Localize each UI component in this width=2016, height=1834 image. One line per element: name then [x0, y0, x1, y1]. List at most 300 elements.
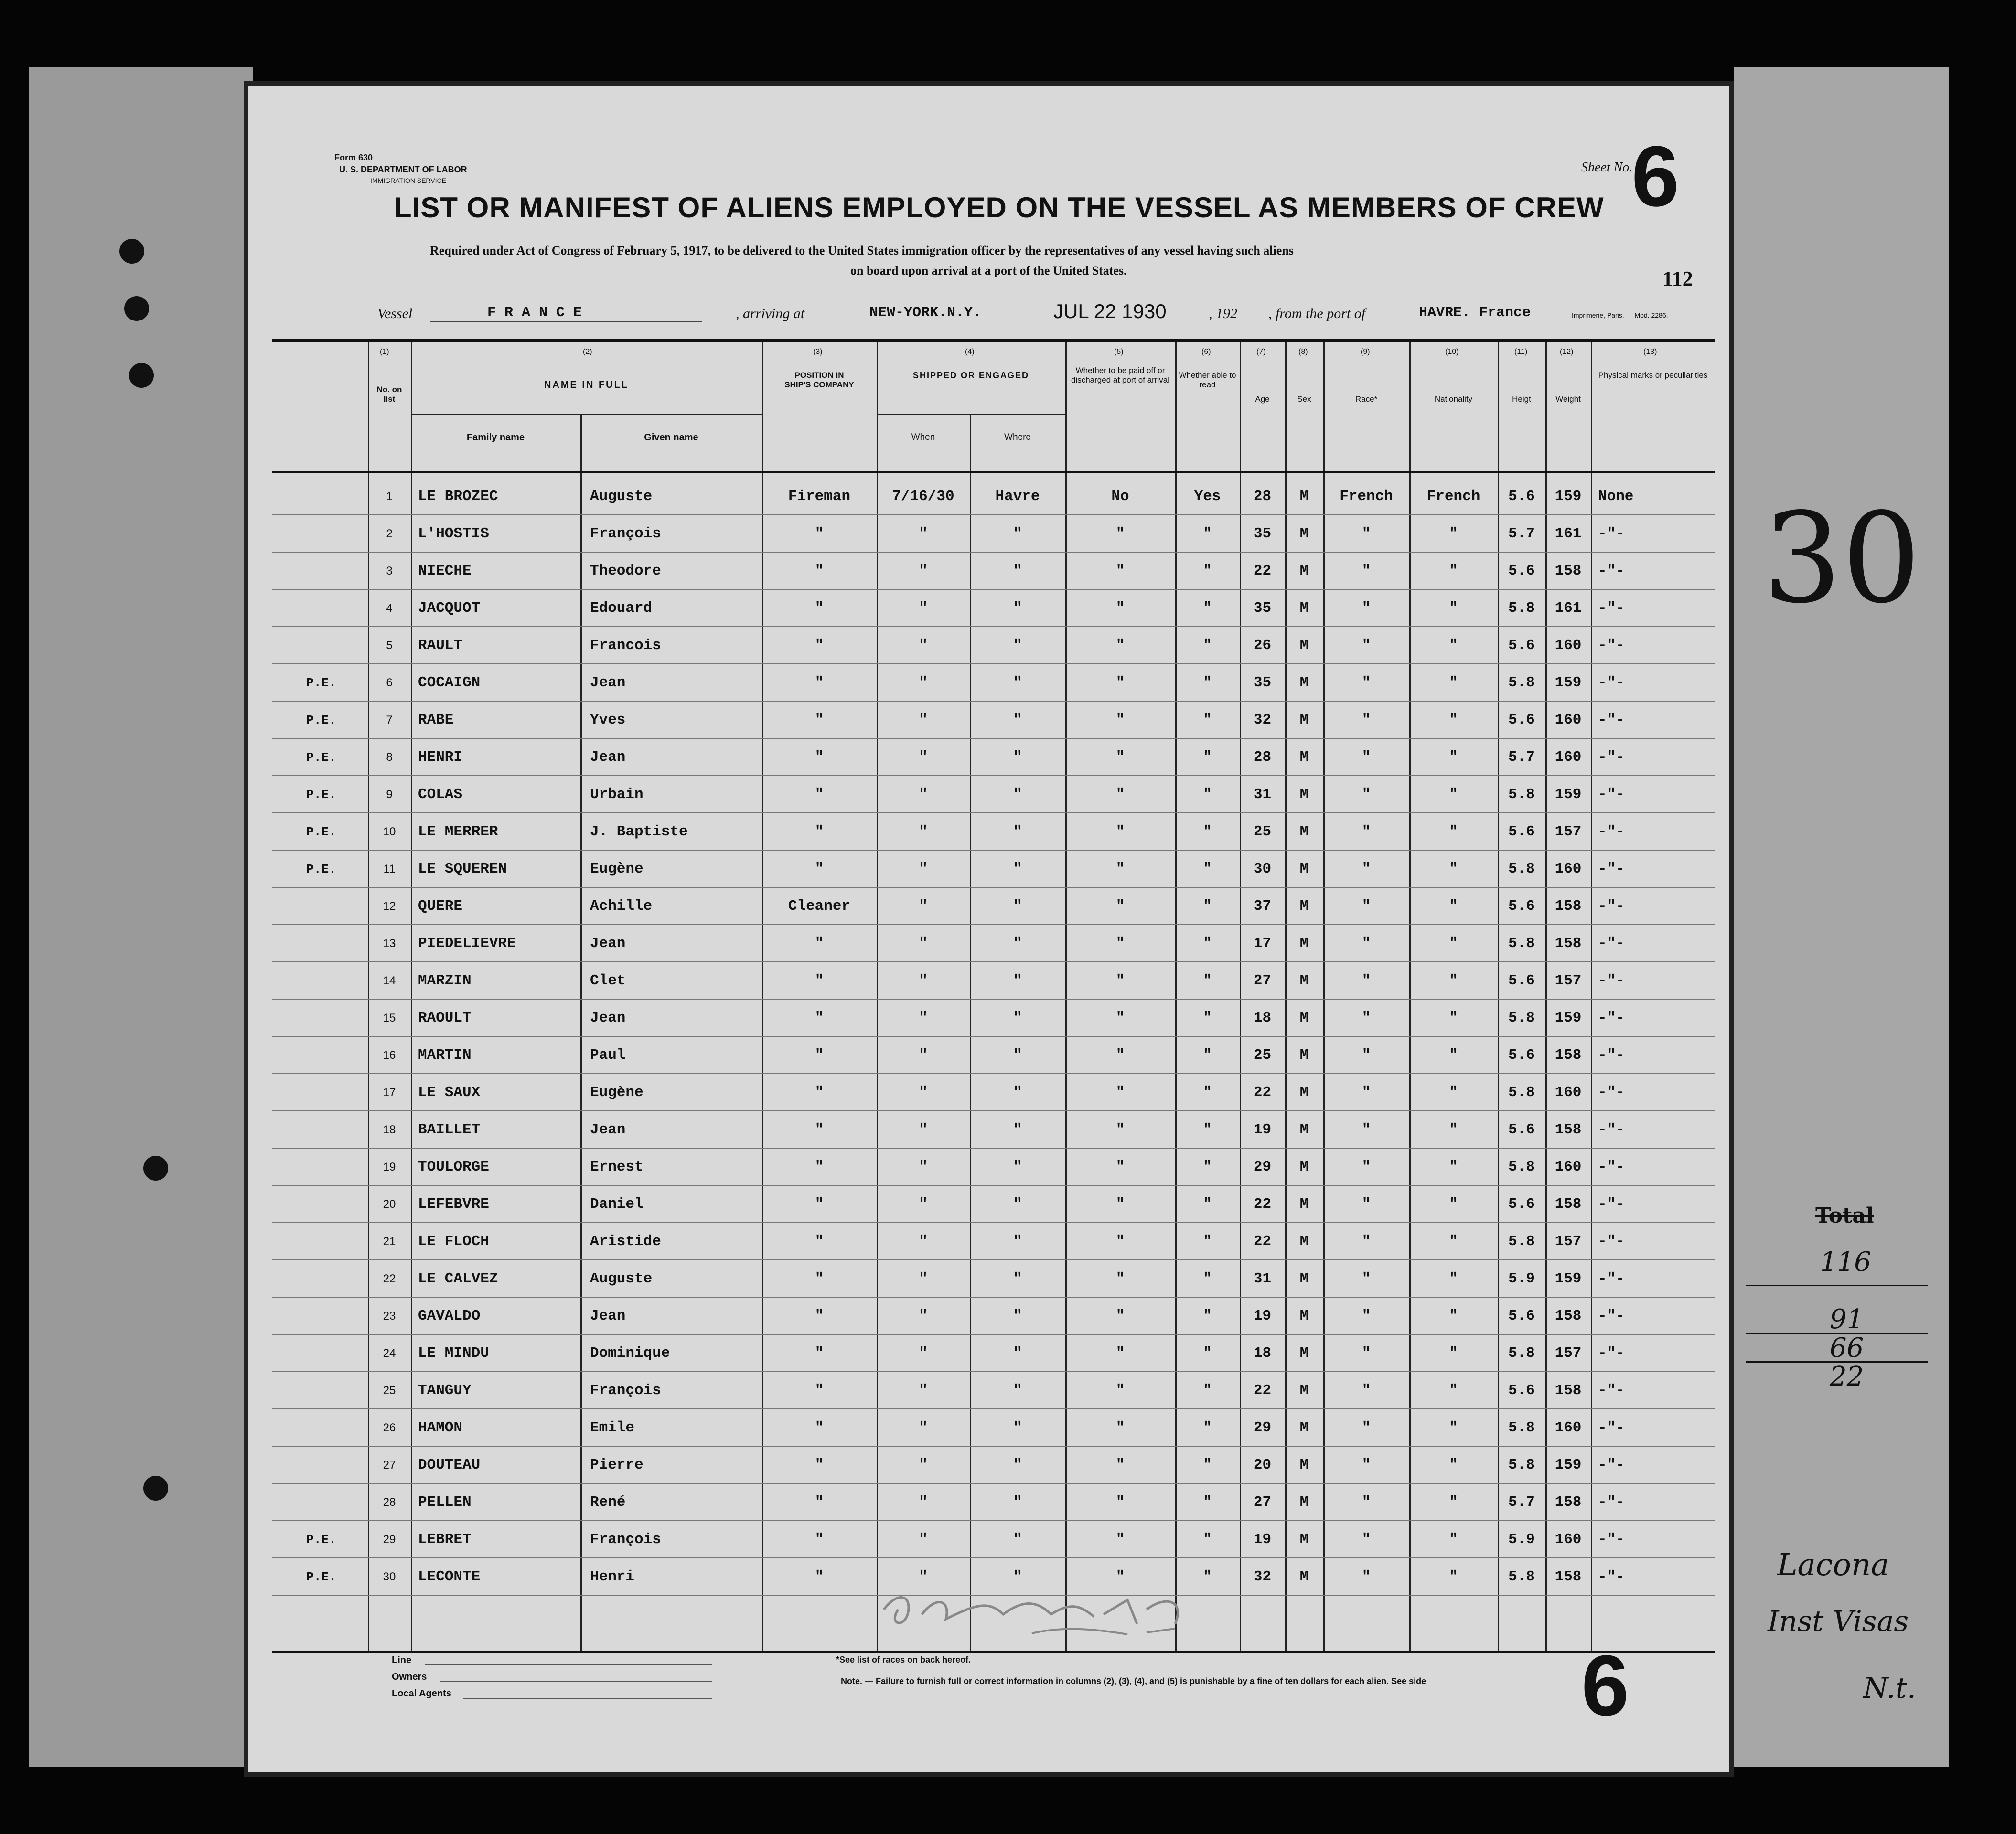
marker-cell — [277, 1074, 365, 1111]
given-name-cell: Pierre — [590, 1457, 643, 1473]
table-row — [272, 664, 1715, 702]
col-no-2: (2) — [583, 348, 592, 356]
weight-cell: 161 — [1555, 600, 1582, 617]
sex-cell: M — [1299, 898, 1309, 915]
family-name-cell: QUERE — [418, 898, 463, 915]
family-name-cell: RABE — [418, 712, 454, 728]
table-row — [272, 1260, 1715, 1298]
shipped-where-cell: " — [1013, 1568, 1022, 1585]
list-number-cell: 22 — [383, 1272, 396, 1285]
given-name-cell: Auguste — [590, 488, 653, 505]
nationality-cell: " — [1449, 1159, 1458, 1175]
family-name-cell: HAMON — [418, 1419, 463, 1436]
race-cell: " — [1362, 898, 1371, 915]
given-name-cell: Jean — [590, 749, 626, 766]
physical-marks-cell: -"- — [1598, 898, 1625, 915]
shipped-where-cell: " — [1013, 898, 1022, 915]
given-name-cell: Henri — [590, 1568, 635, 1585]
shipped-when-cell: " — [919, 1010, 928, 1026]
physical-marks-cell: -"- — [1598, 861, 1625, 877]
sex-cell: M — [1299, 1270, 1309, 1287]
position-cell: " — [815, 786, 824, 803]
shipped-where-cell: Havre — [995, 488, 1040, 505]
able-to-read-cell: " — [1203, 1010, 1212, 1026]
list-number-cell: 29 — [383, 1533, 396, 1546]
nationality-cell: " — [1449, 1010, 1458, 1026]
marker-cell: P.E. — [306, 825, 336, 839]
race-cell: " — [1362, 563, 1371, 579]
family-name-cell: PELLEN — [418, 1494, 472, 1511]
paid-off-cell: " — [1115, 1233, 1125, 1250]
marker-cell: P.E. — [306, 788, 336, 802]
owners-label: Owners — [392, 1672, 427, 1682]
family-name-cell: PIEDELIEVRE — [418, 935, 516, 952]
name-header-rule — [411, 414, 762, 415]
able-to-read-cell: " — [1203, 1308, 1212, 1324]
race-cell: " — [1362, 1568, 1371, 1585]
physical-marks-cell: -"- — [1598, 1345, 1625, 1362]
shipped-where-cell: " — [1013, 637, 1022, 654]
shipped-where-cell: " — [1013, 1010, 1022, 1026]
sex-cell: M — [1299, 1121, 1309, 1138]
shipped-when-cell: " — [919, 1494, 928, 1511]
position-cell: " — [815, 1308, 824, 1324]
paid-off-cell: " — [1115, 525, 1125, 542]
inspector-signature — [879, 1581, 1242, 1643]
shipped-when-cell: " — [919, 898, 928, 915]
sex-cell: M — [1299, 935, 1309, 952]
able-to-read-cell: " — [1203, 674, 1212, 691]
shipped-when-cell: " — [919, 1568, 928, 1585]
shipped-where-cell: " — [1013, 1419, 1022, 1436]
race-cell: " — [1362, 1531, 1371, 1548]
shipped-when-cell: " — [919, 637, 928, 654]
position-cell: " — [815, 1419, 824, 1436]
weight-cell: 160 — [1555, 1419, 1582, 1436]
list-number-cell: 1 — [386, 490, 393, 503]
position-cell: " — [815, 600, 824, 617]
crew-table — [272, 339, 1715, 1653]
table-row — [272, 478, 1715, 515]
header-position: POSITION IN SHIP'S COMPANY — [784, 371, 854, 389]
given-name-cell: Paul — [590, 1047, 626, 1064]
given-name-cell: Emile — [590, 1419, 635, 1436]
table-row — [272, 627, 1715, 664]
agents-underline — [463, 1698, 712, 1699]
marker-cell — [277, 1484, 365, 1521]
table-row — [272, 776, 1715, 813]
list-number-cell: 4 — [386, 602, 393, 615]
list-number-cell: 9 — [386, 788, 393, 801]
shipped-when-cell: " — [919, 1419, 928, 1436]
able-to-read-cell: " — [1203, 637, 1212, 654]
height-cell: 5.6 — [1508, 712, 1535, 728]
position-cell: " — [815, 749, 824, 766]
nationality-cell: " — [1449, 1270, 1458, 1287]
paid-off-cell: " — [1115, 1457, 1125, 1473]
sex-cell: M — [1299, 823, 1309, 840]
sex-cell: M — [1299, 749, 1309, 766]
table-row — [272, 590, 1715, 627]
note-line-3: N.t. — [1863, 1672, 1916, 1705]
shipped-where-cell: " — [1013, 563, 1022, 579]
shipped-when-cell: " — [919, 1047, 928, 1064]
shipped-where-cell: " — [1013, 786, 1022, 803]
given-name-cell: Achille — [590, 898, 653, 915]
race-cell: " — [1362, 1121, 1371, 1138]
paid-off-cell: " — [1115, 898, 1125, 915]
page-title: LIST OR MANIFEST OF ALIENS EMPLOYED ON THE VESSEL AS MEMBERS OF CREW — [394, 192, 1604, 224]
family-name-cell: MARZIN — [418, 972, 472, 989]
list-number-cell: 2 — [386, 527, 393, 540]
nationality-cell: " — [1449, 861, 1458, 877]
height-cell: 5.7 — [1508, 749, 1535, 766]
nationality-cell: " — [1449, 1345, 1458, 1362]
penalty-note: Note. — Failure to furnish full or correct information in columns (2), (3), (4), and (5) is punishable by a fine of ten dollars for each alien. See side — [841, 1676, 1426, 1686]
paid-off-cell: " — [1115, 1196, 1125, 1213]
weight-cell: 160 — [1555, 1159, 1582, 1175]
sex-cell: M — [1299, 637, 1309, 654]
table-row — [272, 888, 1715, 925]
race-cell: " — [1362, 1308, 1371, 1324]
position-cell: " — [815, 1121, 824, 1138]
age-cell: 28 — [1253, 749, 1272, 766]
nationality-cell: French — [1426, 488, 1480, 505]
shipped-where-cell: " — [1013, 861, 1022, 877]
table-row — [272, 1521, 1715, 1558]
shipped-where-cell: " — [1013, 1494, 1022, 1511]
position-cell: Cleaner — [788, 898, 851, 915]
age-cell: 31 — [1253, 1270, 1272, 1287]
table-row — [272, 1149, 1715, 1186]
table-row — [272, 1409, 1715, 1447]
nationality-cell: " — [1449, 637, 1458, 654]
nationality-cell: " — [1449, 1233, 1458, 1250]
given-name-cell: Auguste — [590, 1270, 653, 1287]
able-to-read-cell: " — [1203, 861, 1212, 877]
subtitle-line-1: Required under Act of Congress of February 5, 1917, to be delivered to the United States immigration officer by the representatives of any vessel having such aliens — [430, 244, 1294, 257]
physical-marks-cell: -"- — [1598, 1308, 1625, 1324]
nationality-cell: " — [1449, 525, 1458, 542]
given-name-cell: J. Baptiste — [590, 823, 688, 840]
able-to-read-cell: " — [1203, 1345, 1212, 1362]
given-name-cell: Clet — [590, 972, 626, 989]
able-to-read-cell: " — [1203, 1084, 1212, 1101]
physical-marks-cell: -"- — [1598, 1568, 1625, 1585]
position-cell: " — [815, 1159, 824, 1175]
marker-cell — [277, 1149, 365, 1186]
marker-cell — [277, 553, 365, 590]
able-to-read-cell: " — [1203, 1531, 1212, 1548]
able-to-read-cell: " — [1203, 1121, 1212, 1138]
physical-marks-cell: -"- — [1598, 712, 1625, 728]
weight-cell: 158 — [1555, 1047, 1582, 1064]
marker-cell — [277, 590, 365, 627]
paid-off-cell: " — [1115, 600, 1125, 617]
family-name-cell: MARTIN — [418, 1047, 472, 1064]
given-name-cell: Eugène — [590, 1084, 643, 1101]
header-family-name: Family name — [466, 432, 525, 443]
able-to-read-cell: " — [1203, 1568, 1212, 1585]
shipped-when-cell: " — [919, 823, 928, 840]
shipped-when-cell: " — [919, 525, 928, 542]
nationality-cell: " — [1449, 1047, 1458, 1064]
shipped-where-cell: " — [1013, 712, 1022, 728]
given-name-cell: Yves — [590, 712, 626, 728]
paid-off-cell: " — [1115, 786, 1125, 803]
shipped-when-cell: " — [919, 1233, 928, 1250]
able-to-read-cell: " — [1203, 563, 1212, 579]
height-cell: 5.6 — [1508, 1121, 1535, 1138]
punch-hole — [143, 1156, 168, 1181]
height-cell: 5.6 — [1508, 972, 1535, 989]
sex-cell: M — [1299, 525, 1309, 542]
physical-marks-cell: -"- — [1598, 1270, 1625, 1287]
position-cell: " — [815, 861, 824, 877]
able-to-read-cell: " — [1203, 1457, 1212, 1473]
nationality-cell: " — [1449, 674, 1458, 691]
able-to-read-cell: " — [1203, 1196, 1212, 1213]
weight-cell: 159 — [1555, 1010, 1582, 1026]
note-line-1: Lacona — [1777, 1547, 1889, 1583]
paid-off-cell: No — [1111, 488, 1129, 505]
col-no-3: (3) — [813, 348, 823, 356]
family-name-cell: JACQUOT — [418, 600, 481, 617]
header-physical-marks: Physical marks or peculiarities — [1598, 371, 1708, 380]
header-sex: Sex — [1297, 395, 1311, 404]
position-cell: " — [815, 1457, 824, 1473]
list-number-cell: 20 — [383, 1198, 396, 1211]
height-cell: 5.6 — [1508, 563, 1535, 579]
given-name-cell: François — [590, 1531, 661, 1548]
able-to-read-cell: " — [1203, 1233, 1212, 1250]
shipped-where-cell: " — [1013, 1196, 1022, 1213]
paid-off-cell: " — [1115, 712, 1125, 728]
marker-cell: P.E. — [306, 750, 336, 765]
nationality-cell: " — [1449, 1084, 1458, 1101]
handwritten-count: 30 — [1763, 487, 1921, 631]
shipped-where-cell: " — [1013, 1382, 1022, 1399]
weight-cell: 158 — [1555, 1494, 1582, 1511]
age-cell: 26 — [1253, 637, 1272, 654]
physical-marks-cell: -"- — [1598, 823, 1625, 840]
physical-marks-cell: -"- — [1598, 637, 1625, 654]
position-cell: " — [815, 1345, 824, 1362]
weight-cell: 159 — [1555, 488, 1582, 505]
weight-cell: 158 — [1555, 1308, 1582, 1324]
height-cell: 5.9 — [1508, 1270, 1535, 1287]
sex-cell: M — [1299, 1419, 1309, 1436]
given-name-cell: Jean — [590, 674, 626, 691]
header-height: Heigt — [1512, 395, 1531, 404]
paid-off-cell: " — [1115, 563, 1125, 579]
header-paid-off: Whether to be paid off or discharged at port of arrival — [1071, 366, 1169, 384]
weight-cell: 157 — [1555, 1345, 1582, 1362]
shipped-where-cell: " — [1013, 1308, 1022, 1324]
nationality-cell: " — [1449, 749, 1458, 766]
paid-off-cell: " — [1115, 823, 1125, 840]
shipped-when-cell: " — [919, 1196, 928, 1213]
list-number-cell: 21 — [383, 1235, 396, 1248]
given-name-cell: Jean — [590, 1121, 626, 1138]
position-cell: " — [815, 1531, 824, 1548]
sex-cell: M — [1299, 1084, 1309, 1101]
physical-marks-cell: -"- — [1598, 1419, 1625, 1436]
family-name-cell: LECONTE — [418, 1568, 481, 1585]
height-cell: 5.8 — [1508, 1345, 1535, 1362]
shipped-when-cell: " — [919, 749, 928, 766]
given-name-cell: François — [590, 525, 661, 542]
physical-marks-cell: None — [1598, 488, 1634, 505]
table-row — [272, 1074, 1715, 1111]
underlying-page-edge — [1734, 67, 1949, 1767]
table-row — [272, 1298, 1715, 1335]
sex-cell: M — [1299, 1382, 1309, 1399]
given-name-cell: Jean — [590, 935, 626, 952]
list-number-cell: 15 — [383, 1012, 396, 1024]
paid-off-cell: " — [1115, 1159, 1125, 1175]
position-cell: " — [815, 525, 824, 542]
table-row — [272, 515, 1715, 553]
physical-marks-cell: -"- — [1598, 1084, 1625, 1101]
total-label: Total — [1815, 1204, 1874, 1228]
position-cell: " — [815, 1196, 824, 1213]
height-cell: 5.6 — [1508, 1382, 1535, 1399]
list-number-cell: 10 — [383, 825, 396, 838]
header-no-on-list: No. on list — [376, 385, 402, 404]
physical-marks-cell: -"- — [1598, 563, 1625, 579]
marker-cell — [277, 962, 365, 1000]
paid-off-cell: " — [1115, 1047, 1125, 1064]
marker-cell — [277, 925, 365, 962]
paid-off-cell: " — [1115, 1345, 1125, 1362]
age-cell: 37 — [1253, 898, 1272, 915]
nationality-cell: " — [1449, 1308, 1458, 1324]
position-cell: " — [815, 563, 824, 579]
shipped-where-cell: " — [1013, 600, 1022, 617]
family-name-cell: RAULT — [418, 637, 463, 654]
weight-cell: 157 — [1555, 1233, 1582, 1250]
family-name-cell: LE CALVEZ — [418, 1270, 498, 1287]
shipped-when-cell: " — [919, 1531, 928, 1548]
sex-cell: M — [1299, 1531, 1309, 1548]
shipped-when-cell: " — [919, 1159, 928, 1175]
physical-marks-cell: -"- — [1598, 1196, 1625, 1213]
position-cell: " — [815, 1568, 824, 1585]
given-name-cell: François — [590, 1382, 661, 1399]
list-number-cell: 11 — [383, 863, 396, 875]
list-number-cell: 28 — [383, 1496, 396, 1509]
given-name-cell: Francois — [590, 637, 661, 654]
given-name-cell: Edouard — [590, 600, 653, 617]
shipped-header-rule — [877, 414, 1065, 415]
given-name-cell: René — [590, 1494, 626, 1511]
marker-cell — [277, 515, 365, 553]
departure-port: HAVRE. France — [1419, 305, 1531, 321]
weight-cell: 158 — [1555, 1382, 1582, 1399]
race-note: *See list of races on back hereof. — [836, 1655, 971, 1664]
total-rule — [1746, 1361, 1928, 1363]
header-weight: Weight — [1555, 395, 1581, 404]
physical-marks-cell: -"- — [1598, 1382, 1625, 1399]
able-to-read-cell: " — [1203, 823, 1212, 840]
weight-cell: 161 — [1555, 525, 1582, 542]
shipped-when-cell: " — [919, 1382, 928, 1399]
physical-marks-cell: -"- — [1598, 1233, 1625, 1250]
marker-cell — [277, 627, 365, 664]
family-name-cell: LE MINDU — [418, 1345, 489, 1362]
race-cell: " — [1362, 1494, 1371, 1511]
height-cell: 5.9 — [1508, 1531, 1535, 1548]
race-cell: " — [1362, 861, 1371, 877]
race-cell: " — [1362, 1010, 1371, 1026]
marker-cell: P.E. — [306, 713, 336, 727]
list-number-cell: 8 — [386, 751, 393, 764]
family-name-cell: HENRI — [418, 749, 463, 766]
table-row — [272, 851, 1715, 888]
col-no-8: (8) — [1298, 348, 1308, 356]
list-number-cell: 30 — [383, 1570, 396, 1583]
service: IMMIGRATION SERVICE — [370, 177, 446, 184]
shipped-where-cell: " — [1013, 823, 1022, 840]
family-name-cell: LE FLOCH — [418, 1233, 489, 1250]
header-when: When — [911, 432, 935, 442]
nationality-cell: " — [1449, 712, 1458, 728]
paid-off-cell: " — [1115, 1494, 1125, 1511]
marker-cell — [277, 1223, 365, 1260]
able-to-read-cell: " — [1203, 786, 1212, 803]
position-cell: " — [815, 1010, 824, 1026]
nationality-cell: " — [1449, 898, 1458, 915]
age-cell: 27 — [1253, 972, 1272, 989]
marker-cell — [277, 1372, 365, 1409]
nationality-cell: " — [1449, 1121, 1458, 1138]
table-row — [272, 1223, 1715, 1260]
family-name-cell: LEFEBVRE — [418, 1196, 489, 1213]
binder-strip — [29, 67, 253, 1767]
marker-cell — [277, 1037, 365, 1074]
sex-cell: M — [1299, 1308, 1309, 1324]
able-to-read-cell: " — [1203, 712, 1212, 728]
table-row — [272, 1186, 1715, 1223]
physical-marks-cell: -"- — [1598, 674, 1625, 691]
header-race: Race* — [1355, 395, 1378, 404]
shipped-when-cell: " — [919, 563, 928, 579]
stamp-number: 112 — [1662, 267, 1693, 290]
family-name-cell: LE SAUX — [418, 1084, 481, 1101]
table-row — [272, 553, 1715, 590]
sex-cell: M — [1299, 786, 1309, 803]
able-to-read-cell: " — [1203, 749, 1212, 766]
family-name-cell: LE SQUEREN — [418, 861, 507, 877]
weight-cell: 160 — [1555, 712, 1582, 728]
weight-cell: 160 — [1555, 1531, 1582, 1548]
header-nationality: Nationality — [1434, 395, 1473, 404]
age-cell: 35 — [1253, 674, 1272, 691]
weight-cell: 159 — [1555, 674, 1582, 691]
weight-cell: 157 — [1555, 823, 1582, 840]
age-cell: 30 — [1253, 861, 1272, 877]
given-name-cell: Jean — [590, 1308, 626, 1324]
shipped-where-cell: " — [1013, 972, 1022, 989]
age-cell: 18 — [1253, 1345, 1272, 1362]
age-cell: 35 — [1253, 525, 1272, 542]
weight-cell: 158 — [1555, 1196, 1582, 1213]
table-row — [272, 1037, 1715, 1074]
shipped-when-cell: 7/16/30 — [892, 488, 954, 505]
list-number-cell: 16 — [383, 1049, 396, 1062]
shipped-where-cell: " — [1013, 1121, 1022, 1138]
